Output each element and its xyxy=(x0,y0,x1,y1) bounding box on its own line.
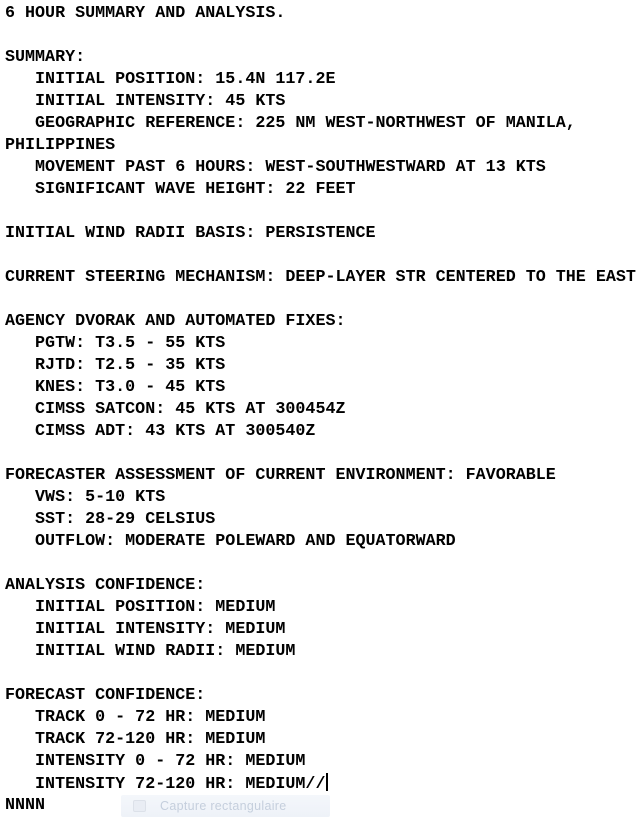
text-line: NNNN xyxy=(5,796,46,815)
text-line: PHILIPPINES xyxy=(5,136,116,155)
capture-tooltip xyxy=(121,795,330,817)
text-line: TRACK 0 - 72 HR: MEDIUM xyxy=(5,708,266,727)
text-line: OUTFLOW: MODERATE POLEWARD AND EQUATORWARD xyxy=(5,532,456,551)
text-line: INITIAL POSITION: 15.4N 117.2E xyxy=(5,70,336,89)
text-line: ANALYSIS CONFIDENCE: xyxy=(5,576,206,595)
text-line: INITIAL INTENSITY: MEDIUM xyxy=(5,620,286,639)
text-line xyxy=(5,245,639,267)
text-line xyxy=(5,553,639,575)
text-line: INITIAL WIND RADII BASIS: PERSISTENCE xyxy=(5,224,376,243)
text-line xyxy=(5,201,639,223)
text-line: SUMMARY: xyxy=(5,48,86,67)
text-line: CIMSS SATCON: 45 KTS AT 300454Z xyxy=(5,400,346,419)
text-line: PGTW: T3.5 - 55 KTS xyxy=(5,334,226,353)
text-line: CIMSS ADT: 43 KTS AT 300540Z xyxy=(5,422,316,441)
capture-tooltip-label: Capture rectangulaire xyxy=(160,799,287,813)
text-line: INTENSITY 0 - 72 HR: MEDIUM xyxy=(5,752,306,771)
text-line: GEOGRAPHIC REFERENCE: 225 NM WEST-NORTHWEST OF MANILA, xyxy=(5,114,576,133)
text-line: RJTD: T2.5 - 35 KTS xyxy=(5,356,226,375)
text-line xyxy=(5,289,639,311)
text-line: INTENSITY 72-120 HR: MEDIUM// xyxy=(5,773,639,795)
text-line: SIGNIFICANT WAVE HEIGHT: 22 FEET xyxy=(5,180,356,199)
text-line: INITIAL POSITION: MEDIUM xyxy=(5,598,276,617)
text-line: INITIAL WIND RADII: MEDIUM xyxy=(5,642,296,661)
text-line: MOVEMENT PAST 6 HOURS: WEST-SOUTHWESTWARD AT 13 KTS xyxy=(5,158,546,177)
text-line: KNES: T3.0 - 45 KTS xyxy=(5,378,226,397)
text-line: TRACK 72-120 HR: MEDIUM xyxy=(5,730,266,749)
text-line: AGENCY DVORAK AND AUTOMATED FIXES: xyxy=(5,312,346,331)
text-cursor xyxy=(326,773,328,791)
text-line xyxy=(5,663,639,685)
text-line: SST: 28-29 CELSIUS xyxy=(5,510,216,529)
capture-icon xyxy=(133,800,146,812)
text-line: VWS: 5-10 KTS xyxy=(5,488,166,507)
text-line xyxy=(5,443,639,465)
text-line: CURRENT STEERING MECHANISM: DEEP-LAYER STR CENTERED TO THE EAST xyxy=(5,268,636,287)
text-line: FORECASTER ASSESSMENT OF CURRENT ENVIRONMENT: FAVORABLE xyxy=(5,466,556,485)
text-line xyxy=(5,25,639,47)
text-line: 6 HOUR SUMMARY AND ANALYSIS. xyxy=(5,4,286,23)
text-line: FORECAST CONFIDENCE: xyxy=(5,686,206,705)
text-line: INITIAL INTENSITY: 45 KTS xyxy=(5,92,286,111)
